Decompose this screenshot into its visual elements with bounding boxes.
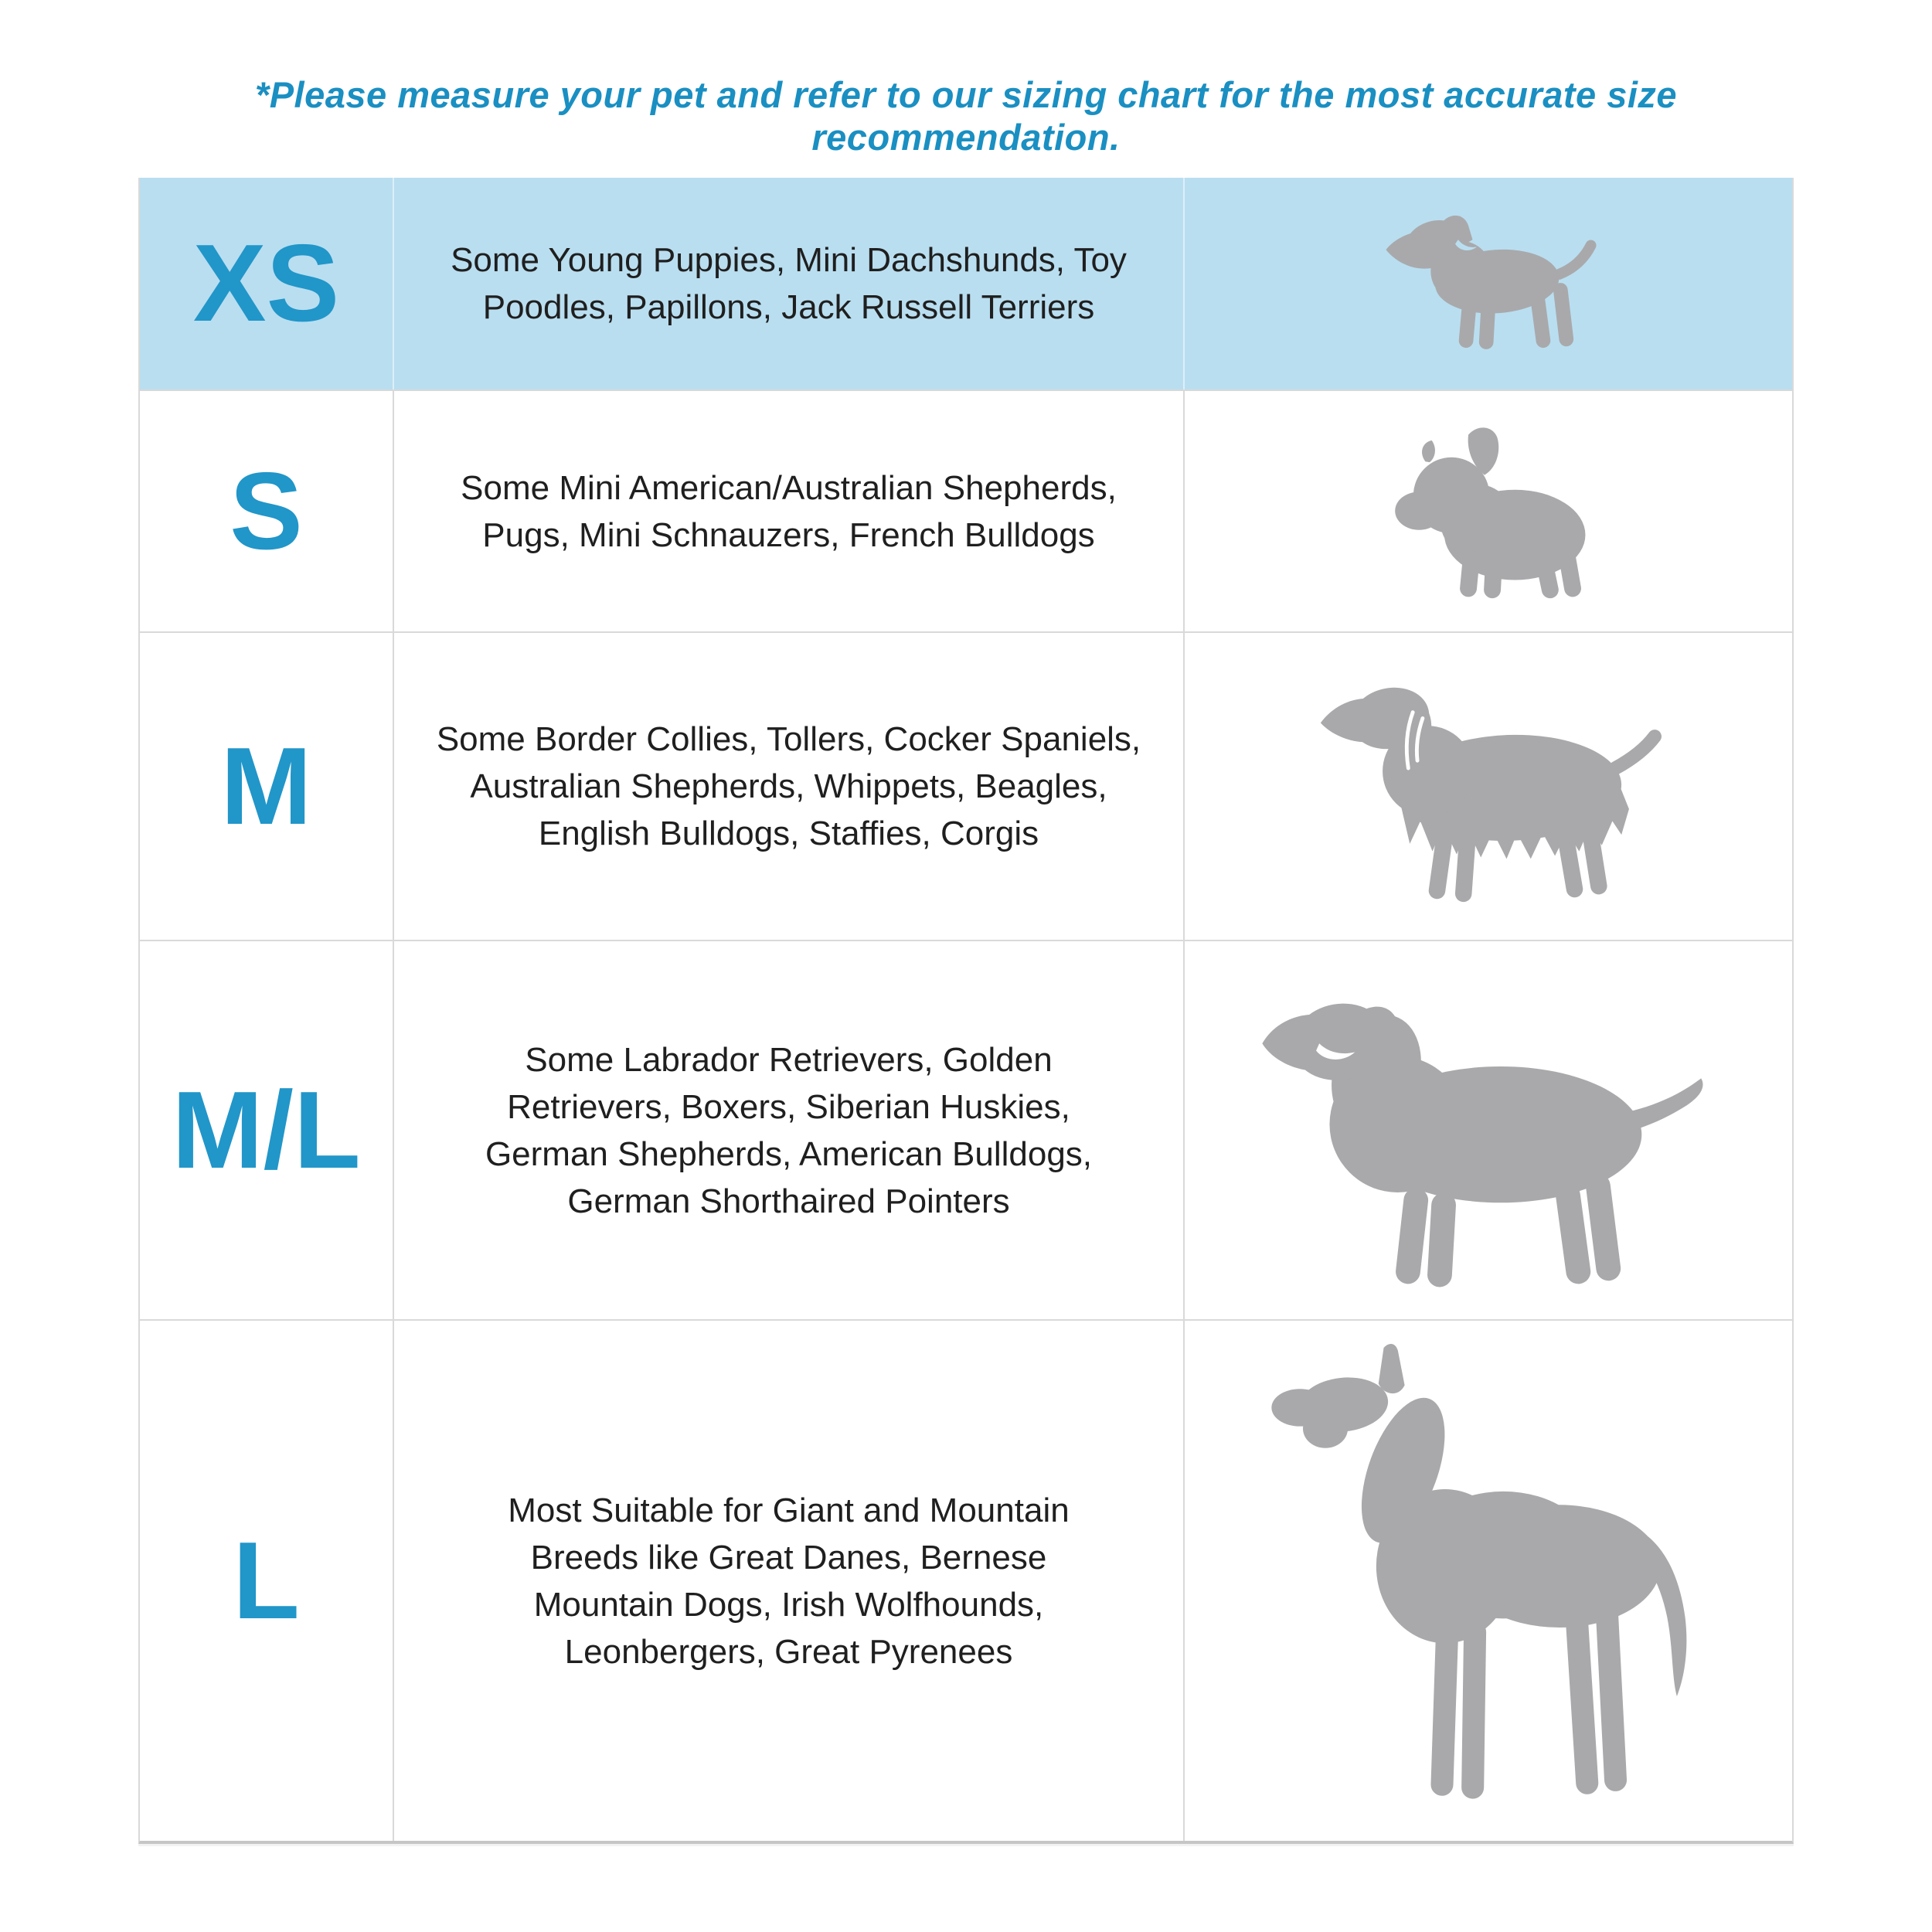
description-line: German Shepherds, American Bulldogs, [485, 1134, 1093, 1173]
great-dane-silhouette-icon [1257, 1342, 1720, 1821]
image-cell-xs [1185, 178, 1792, 389]
terrier-puppy-silhouette-icon [1380, 208, 1597, 359]
size-label-m: M [220, 724, 312, 848]
measure-note: *Please measure your pet and refer to our sizing chart for the most accurate size recommendation. [254, 74, 1678, 158]
size-cell-m [140, 633, 394, 940]
sizing-table [138, 178, 1794, 1844]
description-cell-l [394, 1321, 1185, 1841]
size-cell-l [140, 1321, 394, 1841]
description-line: Pugs, Mini Schnauzers, French Bulldogs [482, 515, 1095, 554]
description-line: Some Border Collies, Tollers, Cocker Spaniels, [436, 720, 1141, 758]
size-cell-s [140, 391, 394, 631]
table-row-m [140, 631, 1792, 940]
cocker-spaniel-silhouette-icon [1315, 665, 1662, 907]
description-line: Some Young Puppies, Mini Dachshunds, Toy [451, 241, 1127, 279]
description-line: Retrievers, Boxers, Siberian Huskies, [507, 1087, 1070, 1126]
size-cell-xs [140, 178, 394, 389]
description-cell-xs [394, 178, 1185, 389]
table-row-l [140, 1319, 1792, 1841]
size-label-s: S [230, 449, 303, 573]
description-line: Leonbergers, Great Pyrenees [564, 1632, 1013, 1671]
labrador-silhouette-icon [1251, 972, 1726, 1289]
description-cell-ml [394, 941, 1185, 1319]
size-label-ml: M/L [172, 1068, 361, 1192]
size-cell-ml [140, 941, 394, 1319]
description-line: Some Labrador Retrievers, Golden [525, 1040, 1053, 1079]
description-line: Poodles, Papillons, Jack Russell Terriers [482, 288, 1095, 326]
image-cell-l [1185, 1321, 1792, 1841]
description-line: Some Mini American/Australian Shepherds, [461, 468, 1117, 507]
table-row-xs [140, 178, 1792, 389]
description-line: Breeds like Great Danes, Bernese [530, 1538, 1047, 1577]
description-line: Australian Shepherds, Whippets, Beagles, [470, 767, 1107, 805]
description-line: Mountain Dogs, Irish Wolfhounds, [533, 1585, 1044, 1624]
description-line: German Shorthaired Pointers [567, 1182, 1010, 1220]
size-label-xs: XS [192, 222, 340, 345]
table-row-s [140, 389, 1792, 631]
french-bulldog-silhouette-icon [1386, 423, 1591, 600]
description-line: Most Suitable for Giant and Mountain [508, 1491, 1070, 1529]
image-cell-ml [1185, 941, 1792, 1319]
image-cell-s [1185, 391, 1792, 631]
description-cell-s [394, 391, 1185, 631]
description-cell-m [394, 633, 1185, 940]
image-cell-m [1185, 633, 1792, 940]
table-row-ml [140, 940, 1792, 1319]
description-line: English Bulldogs, Staffies, Corgis [538, 815, 1039, 852]
size-label-l: L [233, 1519, 300, 1642]
